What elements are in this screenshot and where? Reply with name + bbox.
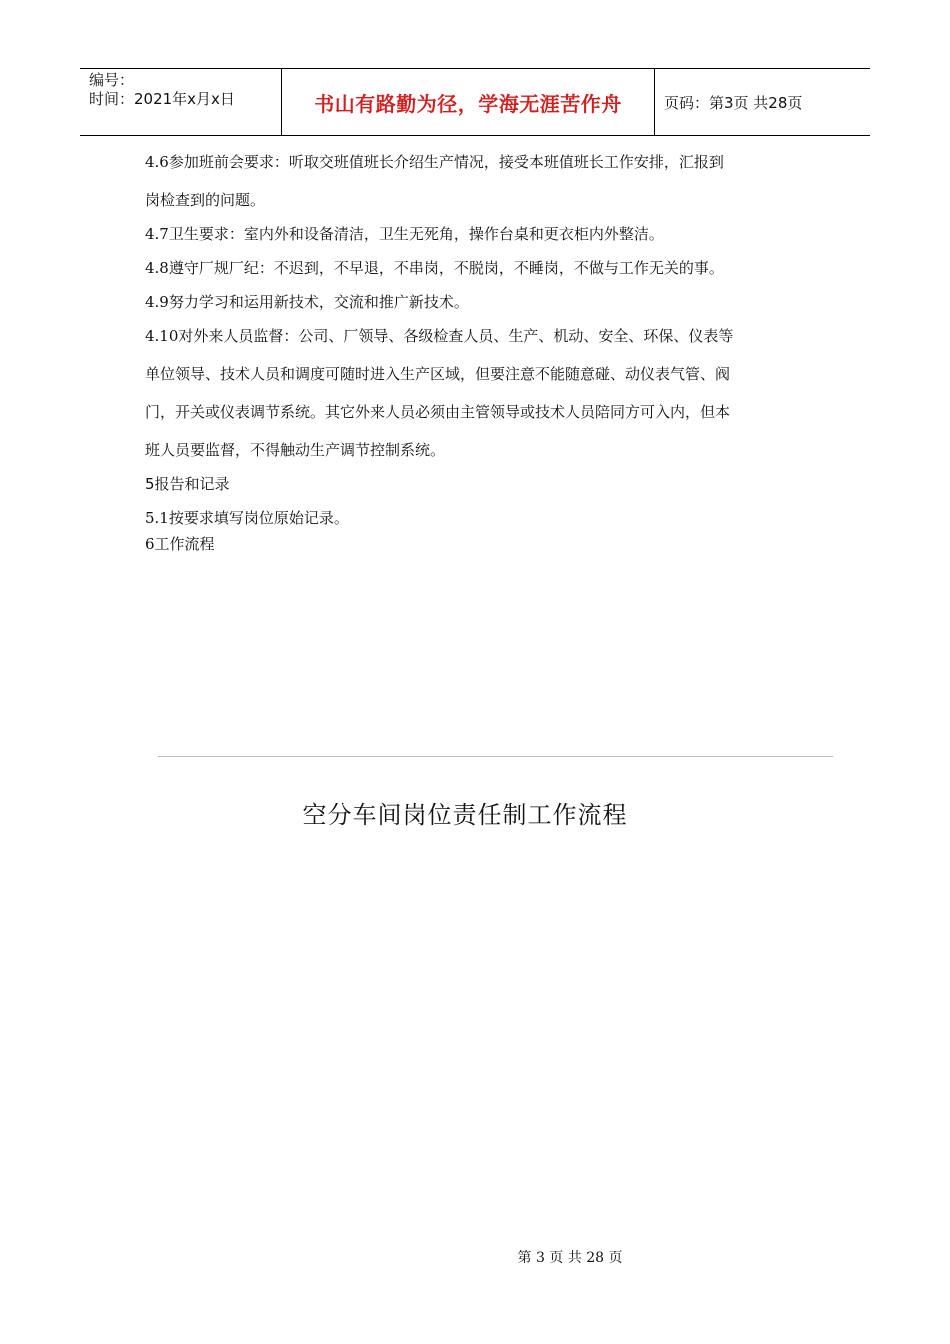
section-6-heading: 6工作流程 bbox=[145, 535, 215, 553]
paragraph-4-9: 4.9努力学习和运用新技术，交流和推广新技术。 bbox=[145, 293, 469, 311]
section-5-heading: 5报告和记录 bbox=[145, 475, 230, 493]
paragraph-4-7: 4.7卫生要求：室内外和设备清洁，卫生无死角，操作台桌和更衣柜内外整洁。 bbox=[145, 225, 664, 243]
paragraph-4-6-line-1: 4.6参加班前会要求：听取交班值班长介绍生产情况，接受本班值班长工作安排，汇报到 bbox=[145, 153, 724, 171]
page-info: 页码：第3页 共28页 bbox=[664, 93, 803, 112]
flowchart-title: 空分车间岗位责任制工作流程 bbox=[302, 801, 628, 829]
body-text bbox=[145, 152, 825, 554]
paragraph-4-6-line-2: 岗检查到的问题。 bbox=[145, 191, 266, 209]
document-header bbox=[80, 68, 870, 136]
paragraph-5-1: 5.1按要求填写岗位原始记录。 bbox=[145, 509, 349, 527]
header-page-cell bbox=[655, 69, 870, 135]
paragraph-4-10-line-2: 单位领导、技术人员和调度可随时进入生产区域，但要注意不能随意碰、动仪表气管、阀 bbox=[145, 365, 731, 383]
date-label: 时间：2021年x月x日 bbox=[89, 90, 235, 108]
motto-text: 书山有路勤为径，学海无涯苦作舟 bbox=[314, 91, 622, 116]
page-footer: 第 3 页 共 28 页 bbox=[517, 1250, 623, 1266]
header-motto-cell bbox=[282, 69, 655, 135]
paragraph-4-8: 4.8遵守厂规厂纪：不迟到，不早退，不串岗，不脱岗，不睡岗，不做与工作无关的事。 bbox=[145, 259, 724, 277]
paragraph-4-10-line-3: 门，开关或仪表调节系统。其它外来人员必须由主管领导或技术人员陪同方可入内，但本 bbox=[145, 403, 731, 421]
header-meta-cell bbox=[80, 69, 282, 135]
paragraph-4-10-line-1: 4.10对外来人员监督：公司、厂领导、各级检查人员、生产、机动、安全、环保、仪表等 bbox=[145, 327, 734, 345]
section-divider bbox=[158, 756, 833, 757]
paragraph-4-10-line-4: 班人员要监督，不得触动生产调节控制系统。 bbox=[145, 441, 446, 459]
serial-number-label: 编号： bbox=[89, 71, 135, 89]
